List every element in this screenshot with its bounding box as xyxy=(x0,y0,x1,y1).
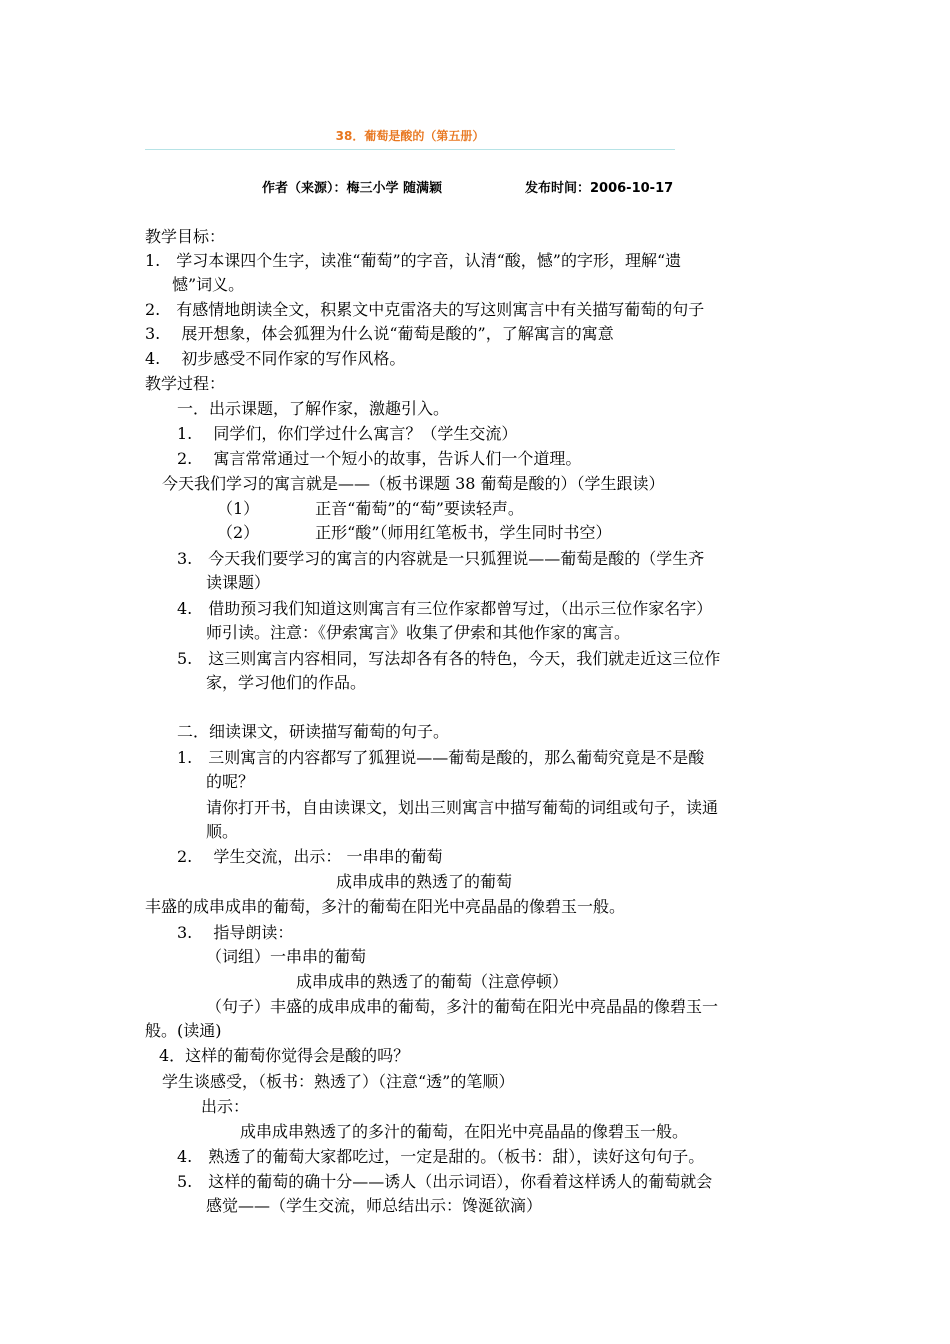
text-line: 出示： xyxy=(201,1097,250,1116)
text-line: 4．这样的葡萄你觉得会是酸的吗？ xyxy=(159,1046,410,1065)
text-line: 1. 同学们，你们学过什么寓言？（学生交流） xyxy=(177,424,518,443)
text-line: 5. 这样的葡萄的确十分——诱人（出示词语），你看着这样诱人的葡萄就会 xyxy=(177,1172,713,1191)
section-heading: 教学过程： xyxy=(145,374,226,393)
section-heading: 教学目标： xyxy=(145,227,226,246)
text-line: 般。(读通) xyxy=(145,1021,222,1040)
text-line: 顺。 xyxy=(206,822,239,841)
title-divider xyxy=(145,149,675,150)
text-line: 感觉——（学生交流，师总结出示：馋涎欲滴） xyxy=(206,1196,543,1215)
page-title: 38．葡萄是酸的（第五册） xyxy=(335,129,485,143)
text-line: （词组）一串串的葡萄 xyxy=(206,947,367,966)
text-line: 2. 学生交流，出示： 一串串的葡萄 xyxy=(177,847,443,866)
text-line: 4. 借助预习我们知道这则寓言有三位作家都曾写过，（出示三位作家名字） xyxy=(177,599,713,618)
text-line: （1） 正音“葡萄”的“萄”要读轻声。 xyxy=(217,499,524,518)
date-line: 发布时间：2006-10-17 xyxy=(525,181,674,196)
text-line: 的呢？ xyxy=(206,772,255,791)
text-line: 成串成串的熟透了的葡萄（注意停顿） xyxy=(296,972,569,991)
text-line: 家，学习他们的作品。 xyxy=(206,673,367,692)
text-line: （2） 正形“酸”（师用红笔板书，学生同时书空） xyxy=(217,523,612,542)
text-line: 3. 指导朗读： xyxy=(177,923,294,942)
text-line: 3. 展开想象，体会狐狸为什么说“葡萄是酸的”，了解寓言的寓意 xyxy=(145,324,614,343)
text-line: 4. 初步感受不同作家的写作风格。 xyxy=(145,349,406,368)
text-line: 3. 今天我们要学习的寓言的内容就是一只狐狸说——葡萄是酸的（学生齐 xyxy=(177,549,705,568)
text-line: 成串成串的熟透了的葡萄 xyxy=(336,872,513,891)
text-line: 今天我们学习的寓言就是——（板书课题 38 葡萄是酸的）（学生跟读） xyxy=(162,474,665,493)
section-heading: 二．细读课文，研读描写葡萄的句子。 xyxy=(177,722,450,741)
text-line: 憾”词义。 xyxy=(172,275,245,294)
text-line: 成串成串熟透了的多汁的葡萄，在阳光中亮晶晶的像碧玉一般。 xyxy=(240,1122,689,1141)
text-line: 一．出示课题，了解作家，激趣引入。 xyxy=(177,399,450,418)
text-line: 学生谈感受，（板书：熟透了）（注意“透”的笔顺） xyxy=(162,1072,515,1091)
text-line: （句子）丰盛的成串成串的葡萄，多汁的葡萄在阳光中亮晶晶的像碧玉一 xyxy=(206,997,719,1016)
author-line: 作者（来源）：梅三小学 随满颖 xyxy=(262,181,443,196)
text-line: 2. 有感情地朗读全文，积累文中克雷洛夫的写这则寓言中有关描写葡萄的句子 xyxy=(145,300,705,319)
text-line: 2. 寓言常常通过一个短小的故事，告诉人们一个道理。 xyxy=(177,449,582,468)
text-line: 请你打开书，自由读课文，划出三则寓言中描写葡萄的词组或句子，读通 xyxy=(206,798,719,817)
text-line: 4. 熟透了的葡萄大家都吃过，一定是甜的。（板书：甜），读好这句句子。 xyxy=(177,1147,705,1166)
text-line: 1. 学习本课四个生字，读准“葡萄”的字音，认清“酸，憾”的字形，理解“遗 xyxy=(145,251,682,270)
text-line: 读课题） xyxy=(206,573,271,592)
text-line: 丰盛的成串成串的葡萄，多汁的葡萄在阳光中亮晶晶的像碧玉一般。 xyxy=(145,897,626,916)
text-line: 5. 这三则寓言内容相同，写法却各有各的特色，今天，我们就走近这三位作 xyxy=(177,649,721,668)
text-line: 1. 三则寓言的内容都写了狐狸说——葡萄是酸的，那么葡萄究竟是不是酸 xyxy=(177,748,705,767)
text-line: 师引读。注意：《伊索寓言》收集了伊索和其他作家的寓言。 xyxy=(206,623,631,642)
